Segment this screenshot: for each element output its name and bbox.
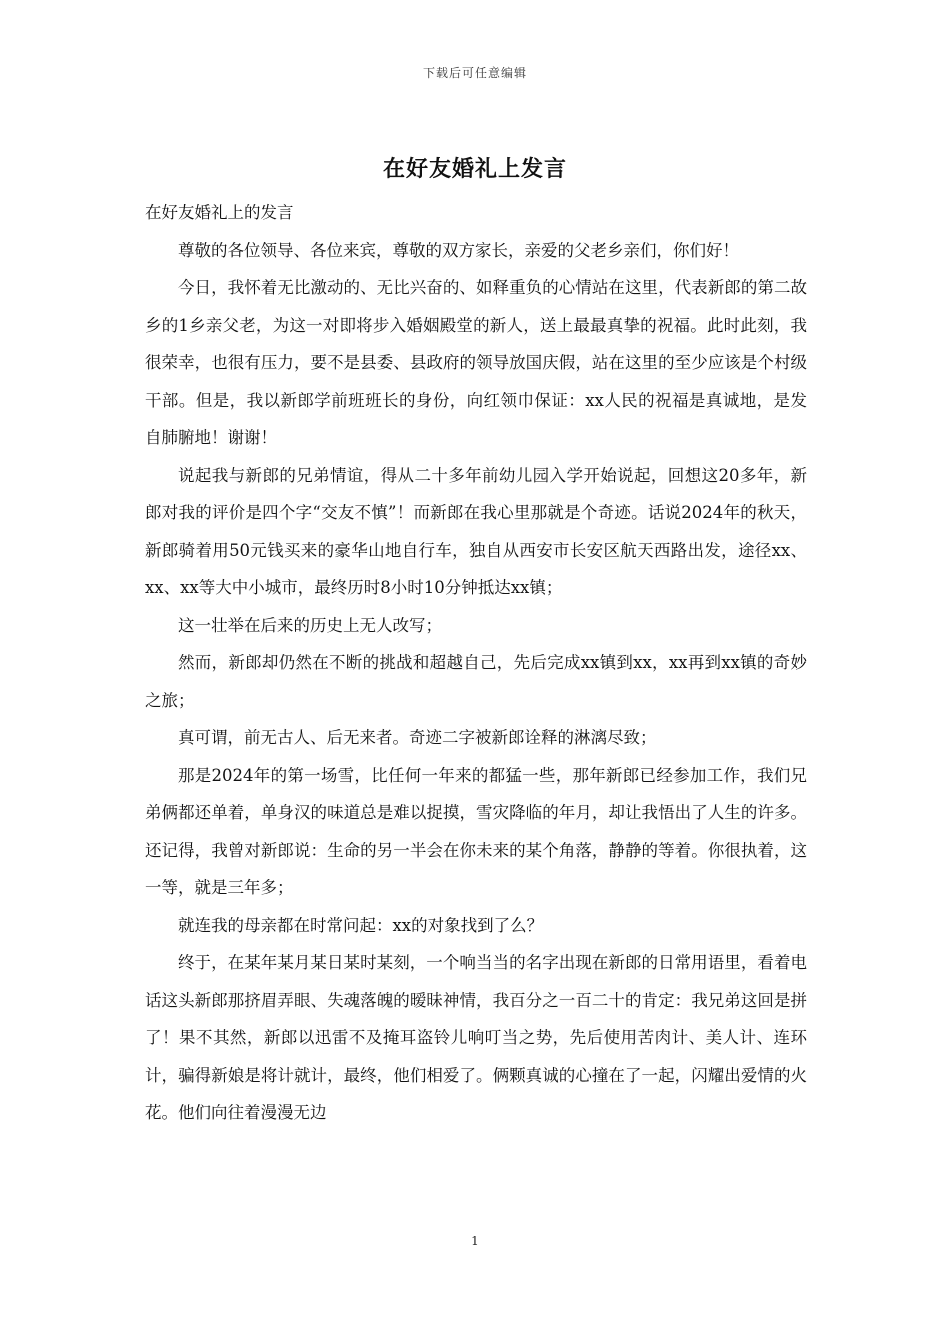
paragraph-greeting: 尊敬的各位领导、各位来宾，尊敬的双方家长，亲爱的父老乡亲们，你们好！ [178, 240, 739, 260]
document-subtitle: 在好友婚礼上的发言 [145, 203, 294, 222]
paragraph: 然而，新郎却仍然在不断的挑战和超越自己，先后完成xx镇到xx，xx再到xx镇的奇妙之旅； [145, 653, 807, 710]
page-number: 1 [471, 1234, 479, 1248]
paragraph: 今日，我怀着无比激动的、无比兴奋的、如释重负的心情站在这里，代表新郎的第二故乡的1乡亲父老，为这一对即将步入婚姻殿堂的新人，送上最最真挚的祝福。此时此刻，我很荣幸，也很有压力，要不是县委、县政府的领导放国庆假，站在这里的至少应该是个村级干部。但是，我以新郎学前班班长的身份，向红领巾保证：xx人民的祝福是真诚地，是发自肺腑地！谢谢！ [145, 278, 807, 447]
paragraph: 说起我与新郎的兄弟情谊，得从二十多年前幼儿园入学开始说起，回想这20多年，新郎对我的评价是四个字“交友不慎”！而新郎在我心里那就是个奇迹。话说2024年的秋天，新郎骑着用50元钱买来的豪华山地自行车，独自从西安市长安区航天西路出发，途径xx、xx、xx等大中小城市，最终历时8小时10分钟抵达xx镇； [145, 465, 807, 597]
paragraph: 真可谓，前无古人、后无来者。奇迹二字被新郎诠释的淋漓尽致； [178, 728, 657, 747]
paragraph: 终于，在某年某月某日某时某刻，一个响当当的名字出现在新郎的日常用语里，看着电话这头新郎那挤眉弄眼、失魂落魄的暧昧神情，我百分之一百二十的肯定：我兄弟这回是拼了！果不其然，新郎以迅雷不及掩耳盗铃儿响叮当之势，先后使用苦肉计、美人计、连环计，骗得新娘是将计就计，最终，他们相爱了。俩颗真诚的心撞在了一起，闪耀出爱情的火花。他们向往着漫漫无边 [145, 953, 807, 1122]
paragraph: 这一壮举在后来的历史上无人改写； [178, 615, 442, 635]
page-header-note: 下载后可任意编辑 [422, 66, 527, 80]
document-body [145, 194, 807, 1132]
paragraph: 那是2024年的第一场雪，比任何一年来的都猛一些，那年新郎已经参加工作，我们兄弟俩都还单着，单身汉的味道总是难以捉摸，雪灾降临的年月，却让我悟出了人生的许多。还记得，我曾对新郎说：生命的另一半会在你未来的某个角落，静静的等着。你很执着，这一等，就是三年多； [145, 765, 807, 897]
document-title: 在好友婚礼上发言 [382, 156, 567, 182]
paragraph: 就连我的母亲都在时常问起：xx的对象找到了么？ [178, 915, 544, 935]
